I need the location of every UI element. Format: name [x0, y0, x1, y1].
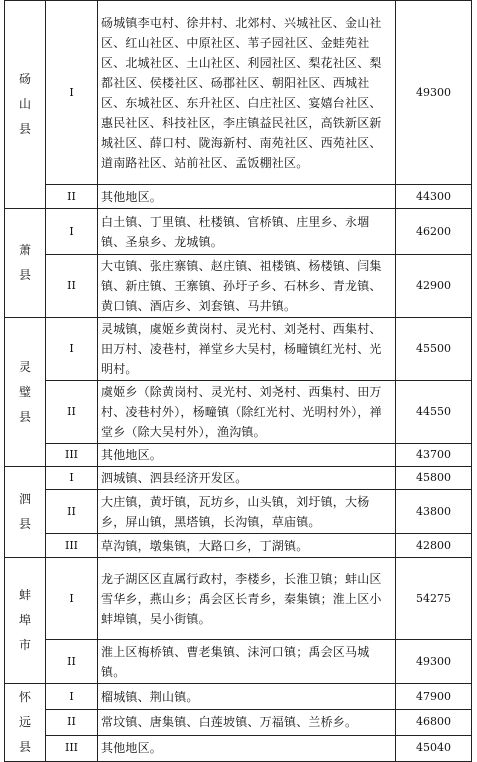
area-scope-cell: 砀城镇李屯村、徐井村、北郊村、兴城社区、金山社区、红山社区、中原社区、苇子园社区、金蛙苑社区、北城社区、土山社区、利园社区、梨花社区、梨都社区、侯楼社区、砀郡社区、朝阳社区、西城社区、东城社区、东升社区、白庄社区、宴嬉台社区、惠民社区、科技社区，李庄镇益民社区，高铁新区新城社区、薛口村、陇海新村、南苑社区、西苑社区、道南路社区、站前社区、孟饭棚社区。 — [98, 1, 396, 185]
county-name-cell — [5, 467, 46, 558]
area-class-cell: III — [46, 735, 98, 761]
area-class-cell: III — [46, 534, 98, 558]
area-class-cell: II — [46, 490, 98, 534]
county-name-char: 灵 — [18, 359, 31, 374]
price-cell: 44550 — [396, 381, 472, 444]
table-row — [5, 684, 472, 710]
land-price-table — [4, 0, 472, 762]
table-row — [5, 185, 472, 209]
area-class-cell: I — [46, 467, 98, 490]
price-cell: 43700 — [396, 444, 472, 467]
area-scope-cell: 其他地区。 — [98, 444, 396, 467]
price-cell: 45500 — [396, 318, 472, 381]
price-cell: 49300 — [396, 640, 472, 684]
county-name-char: 县 — [18, 517, 31, 531]
area-scope-cell: 龙子湖区区直属行政村，李楼乡，长淮卫镇；蚌山区雪华乡，燕山乡；禹会区长青乡，秦集镇；淮上区小蚌埠镇，吴小街镇。 — [98, 558, 396, 640]
area-class-cell: I — [46, 558, 98, 640]
county-name-char: 县 — [18, 268, 31, 282]
county-name-char: 蚌 — [18, 588, 31, 602]
county-name-char: 县 — [18, 122, 31, 136]
area-scope-cell: 常坟镇、唐集镇、白莲坡镇、万福镇、兰桥乡。 — [98, 710, 396, 735]
area-scope-cell: 榴城镇、荆山镇。 — [98, 684, 396, 710]
table-row — [5, 318, 472, 381]
table-row — [5, 467, 472, 490]
table-row — [5, 534, 472, 558]
area-scope-cell: 大庄镇，黄圩镇，瓦坊乡，山头镇，刘圩镇，大杨乡，屏山镇，黑塔镇，长沟镇，草庙镇。 — [98, 490, 396, 534]
price-cell: 46800 — [396, 710, 472, 735]
price-cell: 47900 — [396, 684, 472, 710]
area-scope-cell: 泗城镇、泗县经济开发区。 — [98, 467, 396, 490]
price-cell: 43800 — [396, 490, 472, 534]
table-row — [5, 444, 472, 467]
county-name-cell — [5, 558, 46, 684]
table-row — [5, 735, 472, 761]
county-name-char: 埠 — [18, 613, 31, 627]
area-class-cell: III — [46, 444, 98, 467]
area-scope-cell: 其他地区。 — [98, 735, 396, 761]
county-name-char: 萧 — [18, 243, 31, 257]
table-row — [5, 1, 472, 185]
table-row — [5, 558, 472, 640]
county-name-char: 泗 — [18, 492, 31, 506]
area-class-cell: II — [46, 640, 98, 684]
table-row — [5, 490, 472, 534]
price-cell: 42800 — [396, 534, 472, 558]
area-class-cell: II — [46, 185, 98, 209]
table-row — [5, 255, 472, 318]
area-class-cell: II — [46, 381, 98, 444]
county-name-char: 怀 — [18, 690, 31, 704]
area-scope-cell: 淮上区梅桥镇、曹老集镇、沫河口镇；禹会区马城镇。 — [98, 640, 396, 684]
area-scope-cell: 其他地区。 — [98, 185, 396, 209]
table-row — [5, 640, 472, 684]
area-class-cell: I — [46, 684, 98, 710]
price-cell: 45040 — [396, 735, 472, 761]
table-row — [5, 710, 472, 735]
area-scope-cell: 白土镇、丁里镇、杜楼镇、官桥镇、庄里乡、永堌镇、圣泉乡、龙城镇。 — [98, 209, 396, 255]
area-class-cell: II — [46, 710, 98, 735]
county-name-char: 县 — [18, 740, 31, 754]
county-name-cell — [5, 318, 46, 467]
area-class-cell: I — [46, 318, 98, 381]
price-cell: 44300 — [396, 185, 472, 209]
county-name-cell — [5, 684, 46, 762]
price-cell: 45800 — [396, 467, 472, 490]
county-name-char: 远 — [18, 715, 31, 729]
price-cell: 49300 — [396, 1, 472, 185]
table-row — [5, 381, 472, 444]
table-row — [5, 209, 472, 255]
county-name-char: 县 — [18, 409, 31, 424]
county-name-char: 砀 — [18, 72, 31, 86]
county-name-char: 山 — [18, 97, 31, 111]
county-name-char: 璧 — [18, 384, 31, 399]
price-cell: 46200 — [396, 209, 472, 255]
area-class-cell: I — [46, 209, 98, 255]
county-name-cell — [5, 209, 46, 318]
area-class-cell: II — [46, 255, 98, 318]
table-body — [5, 1, 472, 762]
area-scope-cell: 大屯镇、张庄寨镇、赵庄镇、祖楼镇、杨楼镇、闫集镇、新庄镇、王寨镇、孙圩子乡、石林乡、青龙镇、黄口镇、酒店乡、刘套镇、马井镇。 — [98, 255, 396, 318]
price-cell: 42900 — [396, 255, 472, 318]
county-name-char: 市 — [18, 638, 31, 652]
area-class-cell: I — [46, 1, 98, 185]
price-cell: 54275 — [396, 558, 472, 640]
area-scope-cell: 灵城镇，虞姬乡黄岗村、灵光村、刘尧村、西集村、田万村、凌巷村，禅堂乡大吴村，杨疃镇红光村、光明村。 — [98, 318, 396, 381]
county-name-cell — [5, 1, 46, 209]
area-scope-cell: 草沟镇，墩集镇，大路口乡，丁湖镇。 — [98, 534, 396, 558]
area-scope-cell: 虞姬乡（除黄岗村、灵光村、刘尧村、西集村、田万村、凌巷村外），杨疃镇（除红光村、光明村外），禅堂乡（除大吴村外），渔沟镇。 — [98, 381, 396, 444]
